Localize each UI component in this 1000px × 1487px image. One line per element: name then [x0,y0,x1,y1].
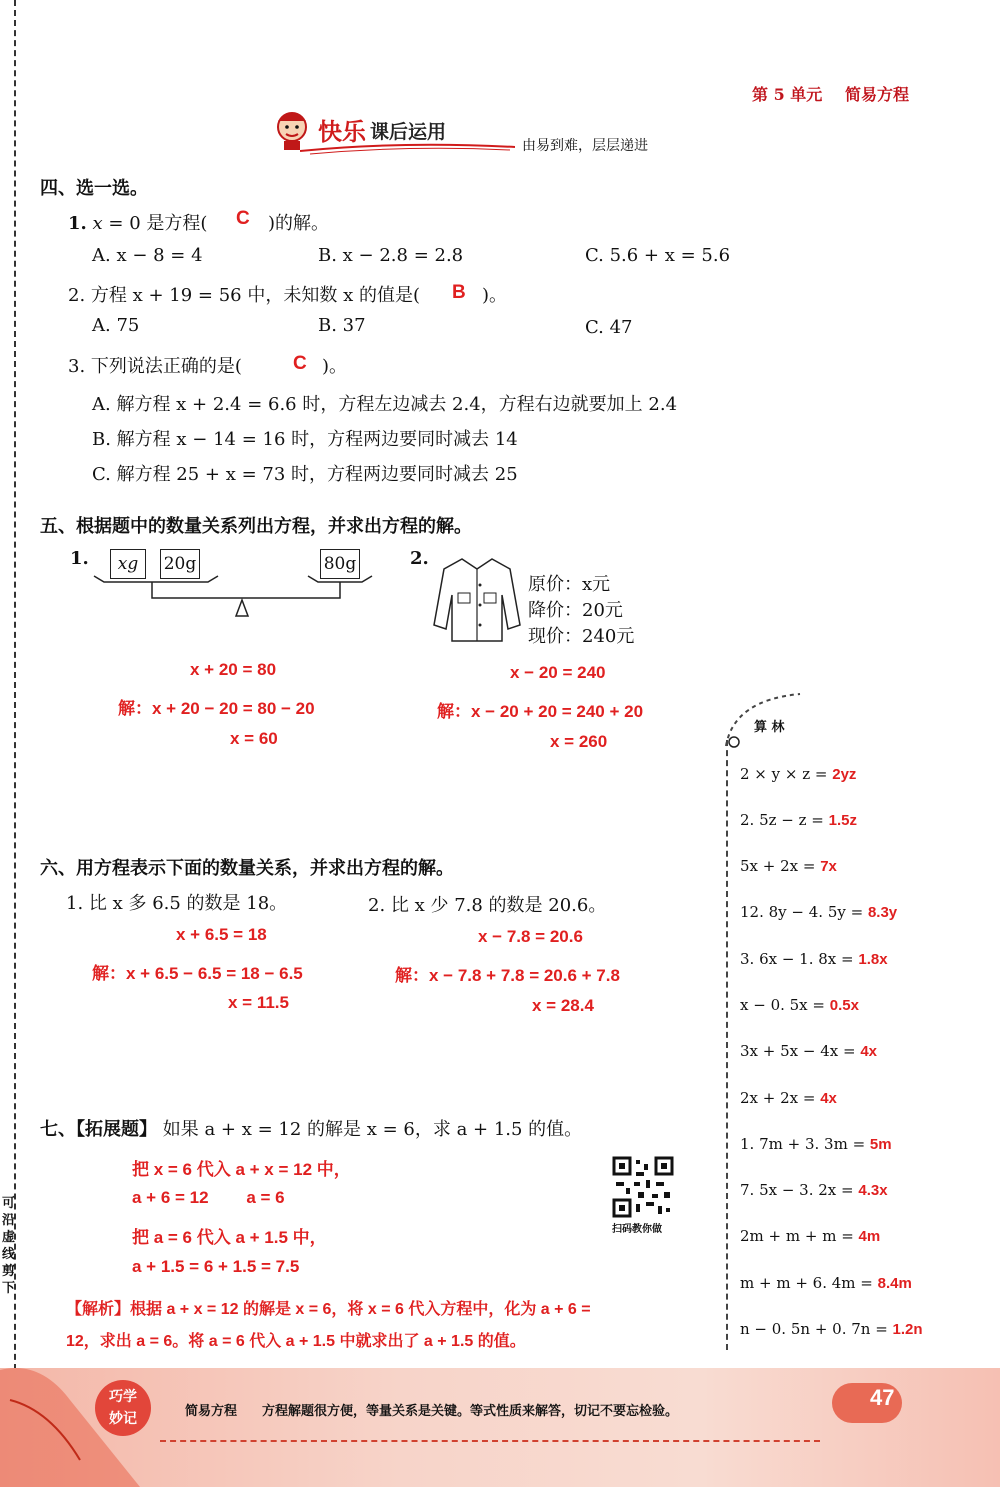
s6-p1-stem: 1. 比 x 多 6.5 的数是 18。 [66,893,288,914]
sidebar-item-answer: 4m [858,1228,881,1245]
q4-1-stem-end: )的解。 [268,213,330,234]
sidebar-item [740,1274,912,1292]
sidebar-item-answer: 2yz [832,766,857,783]
s7-line-3: 把 a = 6 代入 a + 1.5 中， [132,1228,327,1247]
s6-p1-step: 解：x + 6.5 − 6.5 = 18 − 6.5 [92,964,303,983]
sidebar-item [740,765,856,783]
unit-label: 第 5 单元 [752,85,823,104]
sidebar-item [740,1135,892,1153]
banner-title: 课后运用 [370,121,447,143]
banner-title-happy: 快乐 [318,118,366,146]
section-6-title: 六、用方程表示下面的数量关系，并求出方程的解。 [40,858,454,879]
footer-topic: 简易方程 [185,1404,238,1419]
s5-p2-result: x = 260 [550,732,608,751]
banner-swoosh [300,140,515,154]
sidebar-item-answer: 0.5x [829,997,859,1014]
sidebar-item-question: n − 0. 5n + 0. 7n = [740,1320,893,1338]
q4-3-answer: C [293,353,307,374]
price-discount: 降价：20元 [528,600,623,621]
footer-tip: 方程解题很方便，等量关系是关键。等式性质来解答，切记不要忘检验。 [262,1404,679,1419]
s7-line-2: a + 6 = 12 a = 6 [132,1188,285,1207]
sidebar-item-question: 12. 8y − 4. 5y = [740,903,868,921]
q4-2-stem-end: )。 [482,285,508,306]
sidebar-item-question: 2. 5z − z = [740,811,829,829]
jacket-icon [430,555,525,645]
s6-p1-eq: x + 6.5 = 18 [176,925,267,944]
s5-p1-eq: x + 20 = 80 [190,660,277,679]
section-7-label: 七、【拓展题】 [40,1119,157,1140]
cut-line [14,0,16,1390]
q4-2-opt-b: B. 37 [318,315,366,336]
sidebar-item-question: 5x + 2x = [740,857,821,875]
box-80g: 80g [320,549,360,579]
sidebar-item-answer: 4.3x [858,1182,888,1199]
s5-p2-step: 解：x − 20 + 20 = 240 + 20 [437,702,644,721]
sidebar-item-question: 7. 5x − 3. 2x = [740,1181,859,1199]
s6-p2-stem: 2. 比 x 少 7.8 的数是 20.6。 [368,895,607,916]
section-7-question: 如果 a + x = 12 的解是 x = 6，求 a + 1.5 的值。 [157,1119,583,1140]
footer-badge [95,1380,151,1436]
sidebar-item [740,903,897,921]
qr-code-icon[interactable] [612,1156,674,1218]
s7-line-4: a + 1.5 = 6 + 1.5 = 7.5 [132,1257,300,1276]
q4-2-stem: 2. 方程 x + 19 = 56 中，未知数 x 的值是( [68,285,420,306]
sidebar-item [740,1042,877,1060]
q4-3-opt-a: A. 解方程 x + 2.4 = 6.6 时，方程左边减去 2.4，方程右边就要加上 2.4 [92,394,678,415]
q4-3-opt-b: B. 解方程 x − 14 = 16 时，方程两边要同时减去 14 [92,429,518,450]
sidebar-item-answer: 8.3y [867,904,898,921]
q4-3-stem: 3. 下列说法正确的是( [68,356,242,377]
box-x: xg [110,549,146,579]
section-5-title: 五、根据题中的数量关系列出方程，并求出方程的解。 [40,516,472,537]
s5-p1-step: 解：x + 20 − 20 = 80 − 20 [118,699,315,718]
q4-1-opt-c: C. 5.6 + x = 5.6 [585,245,731,266]
sidebar-item-question: 3. 6x − 1. 8x = [740,950,859,968]
q4-3-stem-end: )。 [322,356,348,377]
s5-p2-eq: x − 20 = 240 [510,663,606,682]
s6-p2-eq: x − 7.8 = 20.6 [478,927,583,946]
sidebar-item-question: 2m + m + m = [740,1227,859,1245]
sidebar-item [740,1227,880,1245]
qr-label: 扫码教你做 [612,1224,662,1235]
q4-1-opt-a: A. x − 8 = 4 [92,245,203,266]
sidebar-item [740,1181,888,1199]
box-20g: 20g [160,549,200,579]
q4-1-stem [68,209,207,235]
sidebar-item [740,1089,837,1107]
footer-badge-text: 巧学妙记 [109,1389,137,1427]
sidebar-item-question: 1. 7m + 3. 3m = [740,1135,870,1153]
sidebar-item-answer: 4x [820,1090,837,1107]
q4-2-opt-a: A. 75 [92,315,140,336]
sidebar-line [726,740,728,1350]
page-number: 47 [870,1385,895,1410]
stem-text: = 0 是方程( [102,213,208,234]
sidebar-item [740,1320,923,1338]
sidebar-title: 算 林 [754,720,785,735]
q4-3-opt-c: C. 解方程 25 + x = 73 时，方程两边要同时减去 25 [92,464,518,485]
var-x: x [92,213,103,234]
s7-analysis-1: 【解析】根据 a + x = 12 的解是 x = 6，将 x = 6 代入方程中，化为 a + 6 = [66,1301,591,1318]
sidebar-item [740,811,857,829]
sidebar-item-answer: 1.5z [828,812,857,829]
price-current: 现价：240元 [528,626,635,647]
sidebar-item-answer: 8.4m [877,1275,912,1292]
sidebar-item-answer: 1.8x [858,951,888,968]
s5-p2-number: 2. [410,548,429,569]
topic-label: 简易方程 [845,85,910,104]
sidebar-item-answer: 5m [869,1136,892,1153]
sidebar-item [740,857,837,875]
banner-subtitle: 由易到难，层层递进 [522,138,648,154]
price-original: 原价：x元 [528,574,611,595]
sidebar-item-question: 2 × y × z = [740,765,833,783]
s5-p1-number: 1. [70,548,89,569]
scale-frame [90,570,380,630]
s6-p2-step: 解：x − 7.8 + 7.8 = 20.6 + 7.8 [395,966,620,985]
sidebar-item-question: 3x + 5x − 4x = [740,1042,861,1060]
section-4-title: 四、选一选。 [40,178,148,199]
s5-p1-result: x = 60 [230,729,278,748]
q4-1-answer: C [236,208,250,229]
q4-2-opt-c: C. 47 [585,317,633,338]
sidebar-item-answer: 4x [860,1043,878,1060]
q4-1-opt-b: B. x − 2.8 = 2.8 [318,245,464,266]
sidebar-item-question: x − 0. 5x = [740,996,830,1014]
q4-2-answer: B [452,282,466,303]
sidebar-item-question: 2x + 2x = [740,1089,821,1107]
s7-line-1: 把 x = 6 代入 a + x = 12 中， [132,1160,351,1179]
s7-analysis-2: 12，求出 a = 6。将 a = 6 代入 a + 1.5 中就求出了 a + 1.5 的值。 [66,1333,526,1350]
sidebar-item [740,950,888,968]
q-number: 1. [68,213,87,234]
sidebar-item-answer: 7x [820,858,837,875]
sidebar-item-question: m + m + 6. 4m = [740,1274,878,1292]
s6-p1-result: x = 11.5 [228,993,289,1012]
s6-p2-result: x = 28.4 [532,996,594,1015]
sidebar-item [740,996,859,1014]
cut-hint: 可沿虚线剪下 [2,1196,16,1296]
section-7-title [40,1115,582,1141]
footer-dashes [160,1440,820,1442]
sidebar-item-answer: 1.2n [892,1321,923,1338]
